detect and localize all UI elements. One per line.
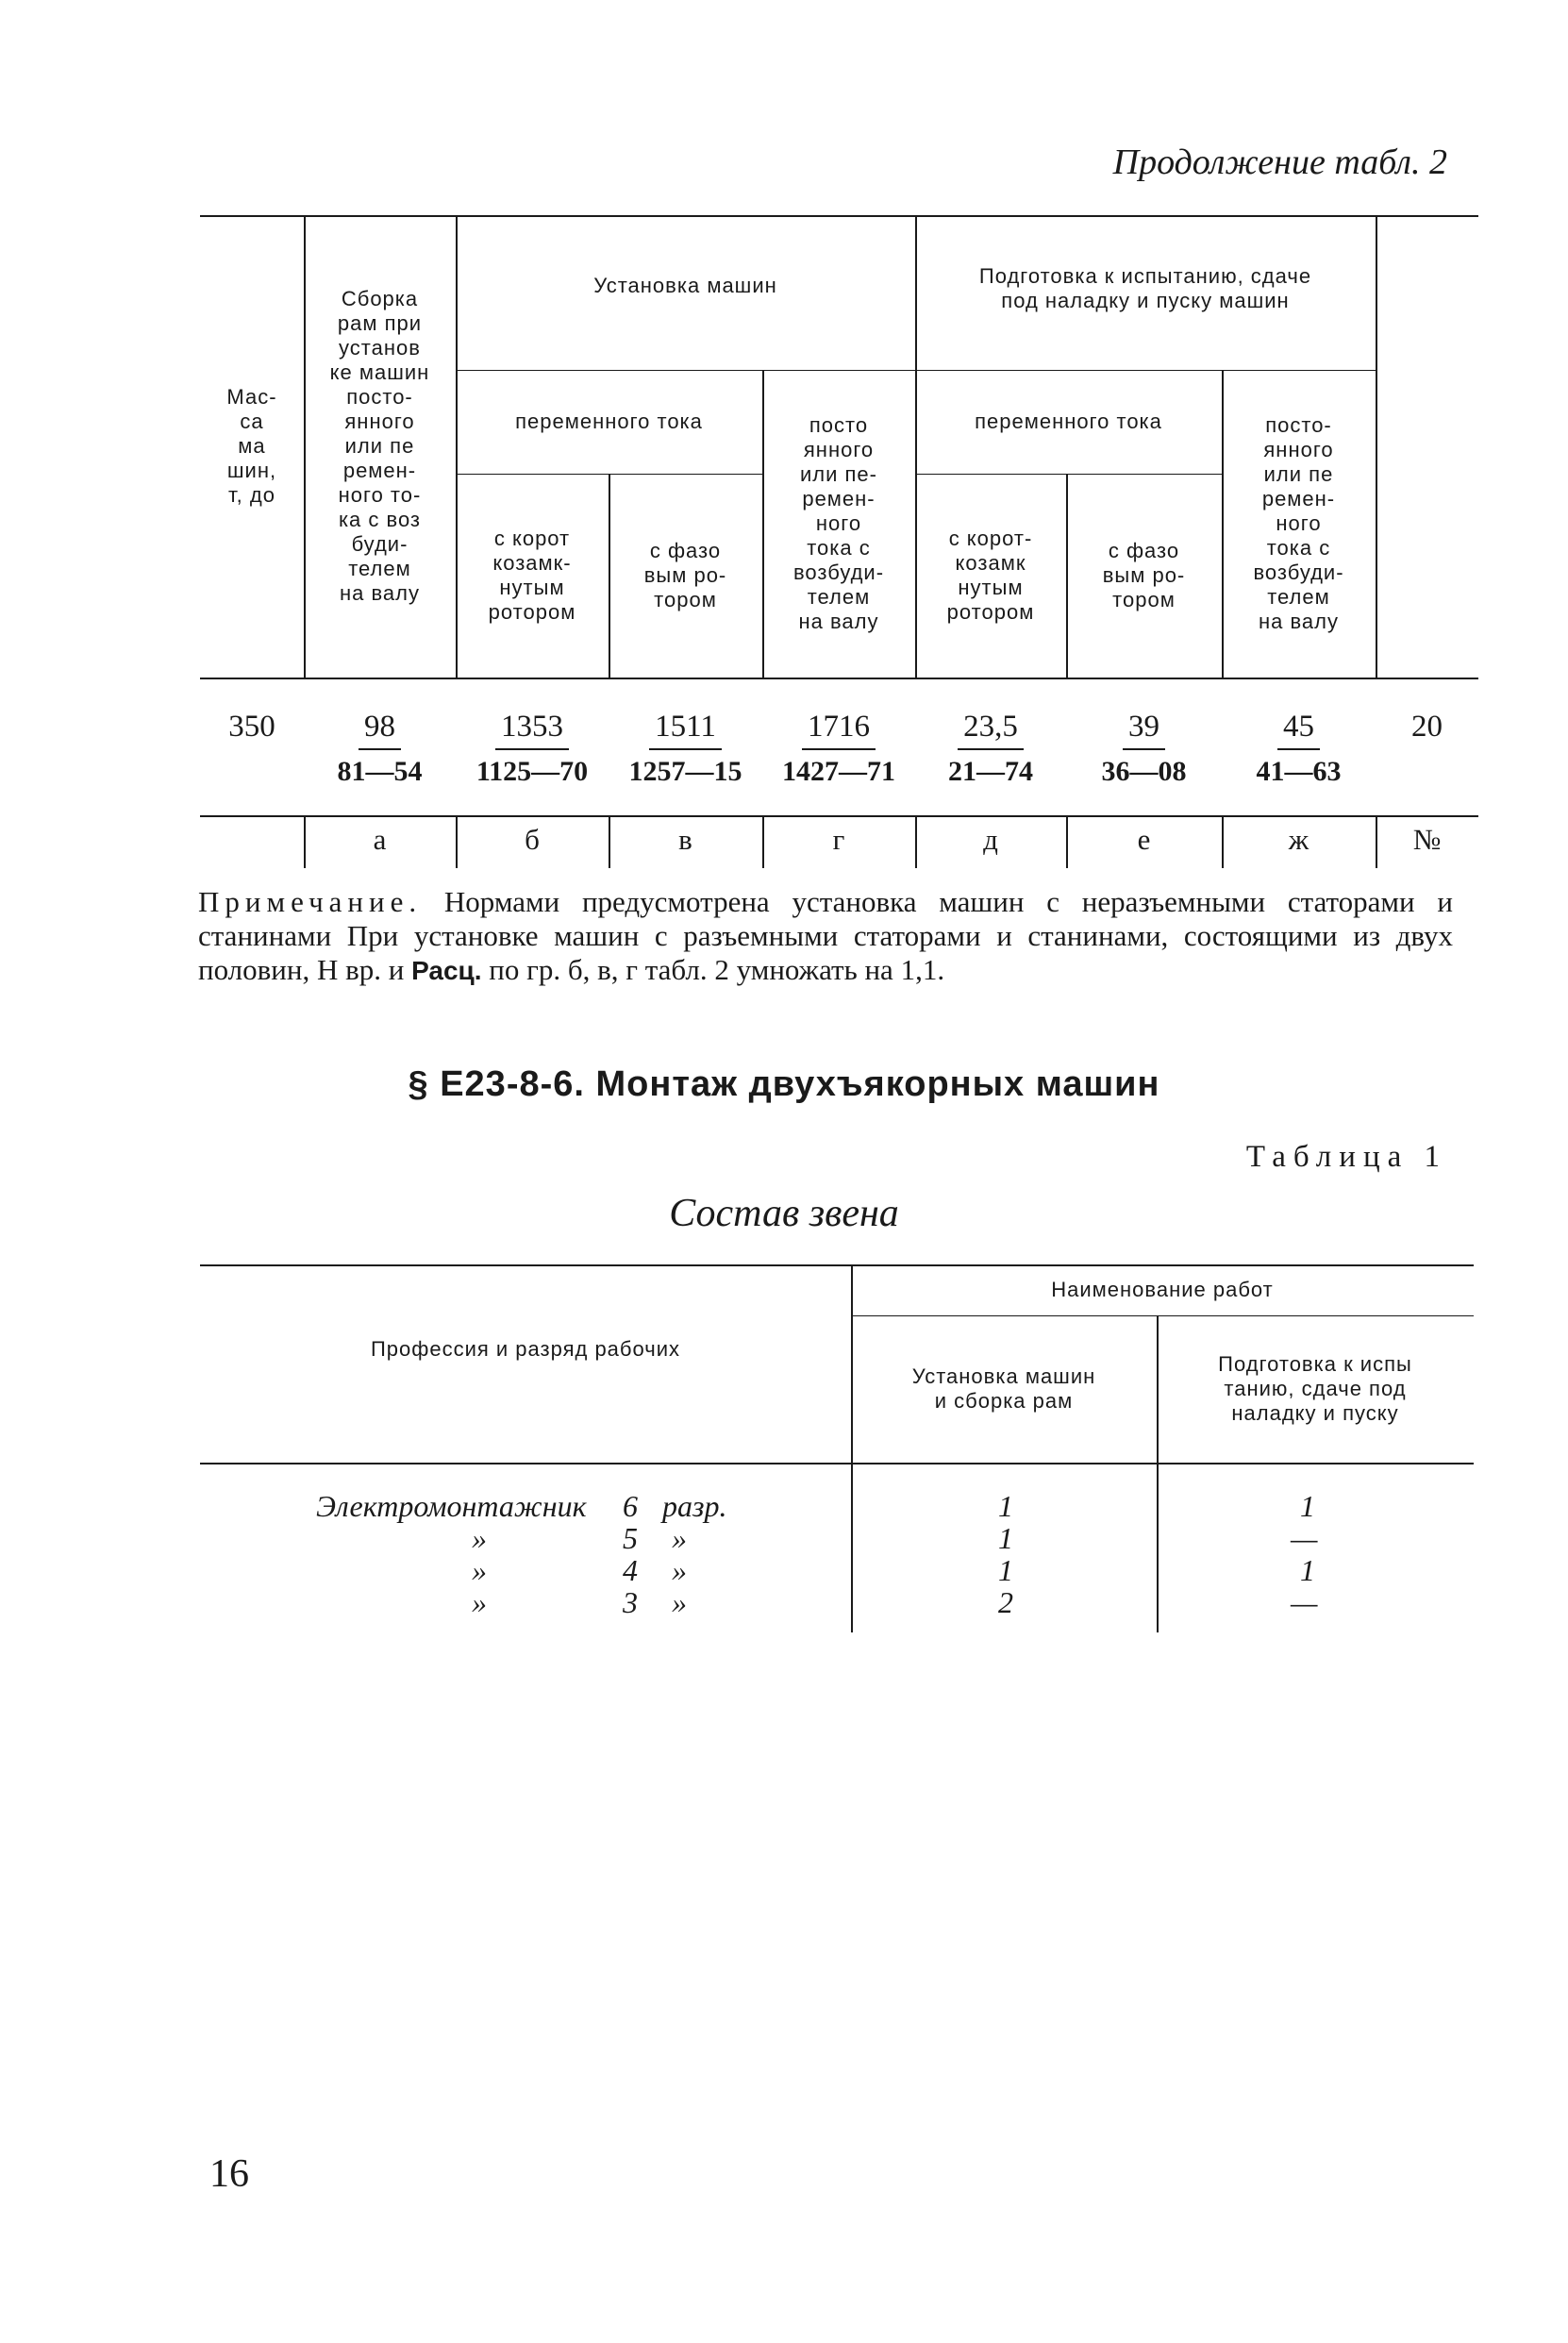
column-letter: в [678,823,692,856]
value-cell: 45 41—63 [1256,710,1342,787]
section-title: § Е23-8-6. Монтаж двухъякорных машин [408,1064,1160,1104]
continuation-title: Продолжение табл. 2 [1112,142,1447,182]
header-dc-prep: посто- янного или пе ремен- ного тока с возбуди- телем на валу [1253,413,1344,633]
table-rule [200,815,1478,817]
grade: 5 [623,1521,638,1555]
prep-count: — [1291,1521,1318,1555]
column-letter: № [1412,823,1442,856]
profession-name: » [472,1521,487,1555]
profession-name: » [472,1585,487,1619]
value-cell: 1353 1125—70 [475,710,589,787]
header-phase-rotor-install: с фазо вым ро- тором [643,539,727,611]
note-paragraph [198,885,1453,988]
value-cell: 1511 1257—15 [628,710,742,787]
prep-count: — [1291,1585,1318,1619]
grade-unit: » [672,1521,687,1555]
header-dc-install: посто янного или пе- ремен- ного тока с возбуди- телем на валу [792,413,885,633]
value-cell: 98 81—54 [337,710,423,787]
install-count: 1 [998,1521,1013,1555]
column-letter: а [373,823,387,856]
prep-count: 1 [1300,1489,1315,1523]
table-subtitle: Состав звена [669,1192,899,1235]
header-profession: Профессия и разряд рабочих [370,1337,681,1361]
header-mass: Мас- са ма шин, т, до [226,385,277,507]
note-label: Примечание. [198,885,423,918]
table-rule [200,1463,1474,1464]
profession-name: » [472,1553,487,1587]
grade-unit: разр. [662,1489,727,1523]
header-short-rotor-prep: с корот- козамк нутым ротором [946,527,1035,624]
header-frame-assembly: Сборка рам при установ ке машин посто- янного или пе ремен- ного то- ка с воз буди- телем на валу [329,287,430,605]
install-count: 1 [998,1553,1013,1587]
table-label: Таблица 1 [1245,1140,1447,1174]
profession-name: Электромонтажник [316,1489,587,1523]
page-number: 16 [209,2152,249,2196]
column-letter: ж [1288,823,1309,856]
header-short-rotor-install: с корот козамк- нутым ротором [488,527,576,624]
column-letter: е [1137,823,1151,856]
grade-unit: » [672,1553,687,1587]
prep-count: 1 [1300,1553,1315,1587]
note-bold: Расц. [411,956,482,985]
column-letter: д [983,823,998,856]
install-count: 2 [998,1585,1013,1619]
note-text: Нормами предусмотрена установка машин с неразъемными статорами и станинами При установке машин с разъемными статорами и станинами, состоящими из двух половин, Н вр. и [198,885,1453,986]
note-text-end: по гр. б, в, г табл. 2 умножать на 1,1. [481,953,945,986]
row-number: 20 [1411,710,1443,744]
header-ac-prep: переменного тока [975,410,1162,433]
header-machine-install: Установка машин [593,274,777,297]
column-letter: г [832,823,845,856]
header-install-col: Установка машин и сборка рам [911,1364,1096,1413]
value-cell: 1716 1427—71 [782,710,895,787]
install-count: 1 [998,1489,1013,1523]
header-phase-rotor-prep: с фазо вым ро- тором [1102,539,1186,611]
grade: 6 [623,1489,638,1523]
value-cell: 23,5 21—74 [948,710,1033,787]
header-work: Наименование работ [1051,1278,1274,1301]
grade-unit: » [672,1585,687,1619]
column-letter: б [525,823,540,856]
grade: 4 [623,1553,638,1587]
value-cell: 39 36—08 [1101,710,1187,787]
grade: 3 [623,1585,638,1619]
table-rule [1376,215,1377,678]
header-prep-col: Подготовка к испы танию, сдаче под наладку и пуску [1218,1352,1412,1425]
header-ac-install: переменного тока [515,410,703,433]
row-mass: 350 [228,710,275,744]
header-preparation: Подготовка к испытанию, сдаче под наладку и пуску машин [978,264,1312,312]
table-rule [200,678,1478,679]
